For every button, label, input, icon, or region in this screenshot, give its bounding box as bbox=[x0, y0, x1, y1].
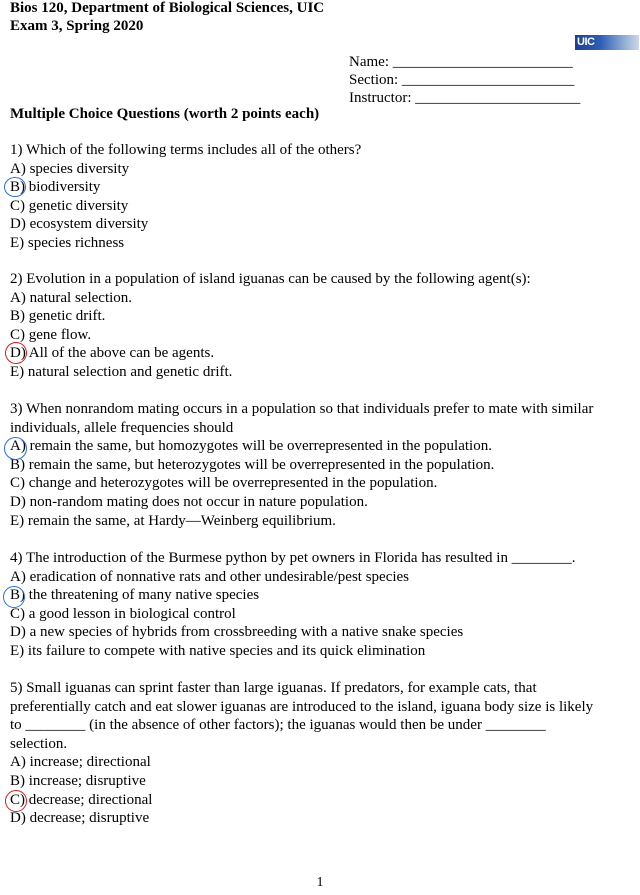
question-stem: 5) Small iguanas can sprint faster than large iguanas. If predators, for example cats, that bbox=[10, 680, 537, 696]
answer-option: E) its failure to compete with native species and its quick elimination bbox=[10, 642, 426, 659]
exam-title: Exam 3, Spring 2020 bbox=[10, 18, 144, 34]
question-4 bbox=[10, 549, 640, 661]
answer-option: D) non-random mating does not occur in nature population. bbox=[10, 493, 368, 510]
answer-option: C) decrease; directional bbox=[10, 791, 153, 808]
answer-option: E) remain the same, at Hardy—Weinberg equilibrium. bbox=[10, 512, 336, 529]
question-stem: 1) Which of the following terms includes all of the others? bbox=[10, 142, 362, 158]
answer-option: B) increase; disruptive bbox=[10, 772, 146, 789]
answer-option: A) species diversity bbox=[10, 160, 130, 177]
question-stem: selection. bbox=[10, 735, 68, 752]
answer-option: D) a new species of hybrids from crossbreeding with a native snake species bbox=[10, 624, 464, 641]
answer-option: E) natural selection and genetic drift. bbox=[10, 363, 233, 380]
answer-option: B) the threatening of many native species bbox=[10, 587, 260, 604]
answer-option: E) species richness bbox=[10, 234, 125, 251]
answer-option: A) increase; directional bbox=[10, 754, 151, 771]
question-stem: 3) When nonrandom mating occurs in a population so that individuals prefer to mate with similar bbox=[10, 401, 594, 417]
logo-text: UIC bbox=[577, 36, 595, 48]
question-stem: individuals, allele frequencies should bbox=[10, 419, 234, 436]
section-title: Multiple Choice Questions (worth 2 points each) bbox=[10, 106, 320, 122]
question-stem: to ________ (in the absence of other factors); the iguanas would then be under ________ bbox=[10, 717, 546, 734]
page-number: 1 bbox=[316, 875, 324, 890]
answer-option: D) ecosystem diversity bbox=[10, 216, 149, 233]
question-3 bbox=[10, 400, 640, 530]
answer-option: C) genetic diversity bbox=[10, 197, 129, 214]
answer-option: A) natural selection. bbox=[10, 289, 133, 306]
answer-option: B) genetic drift. bbox=[10, 308, 106, 325]
question-stem: 4) The introduction of the Burmese python by pet owners in Florida has resulted in ________. bbox=[10, 550, 576, 566]
question-stem: 2) Evolution in a population of island iguanas can be caused by the following agent(s): bbox=[10, 271, 531, 287]
answer-option: D) All of the above can be agents. bbox=[10, 345, 215, 362]
question-stem: preferentially catch and eat slower iguanas are introduced to the island, iguana body size is likely bbox=[10, 698, 594, 715]
uic-logo bbox=[575, 35, 639, 50]
instructor-field: Instructor: ______________________ bbox=[349, 90, 581, 106]
course-title: Bios 120, Department of Biological Sciences, UIC bbox=[10, 0, 325, 16]
answer-option: C) a good lesson in biological control bbox=[10, 605, 236, 622]
question-2 bbox=[10, 270, 640, 382]
answer-option: D) decrease; disruptive bbox=[10, 810, 150, 827]
answer-option: B) remain the same, but heterozygotes will be overrepresented in the population. bbox=[10, 456, 495, 473]
section-field: Section: _______________________ bbox=[349, 72, 575, 88]
question-1 bbox=[10, 141, 640, 253]
answer-option: A) eradication of nonnative rats and other undesirable/pest species bbox=[10, 568, 410, 585]
answer-option: B) biodiversity bbox=[10, 179, 101, 196]
name-field: Name: ________________________ bbox=[349, 54, 573, 70]
answer-option: A) remain the same, but homozygotes will be overrepresented in the population. bbox=[10, 438, 492, 455]
answer-option: C) gene flow. bbox=[10, 326, 92, 343]
answer-option: C) change and heterozygotes will be overrepresented in the population. bbox=[10, 475, 438, 492]
question-5 bbox=[10, 679, 640, 828]
